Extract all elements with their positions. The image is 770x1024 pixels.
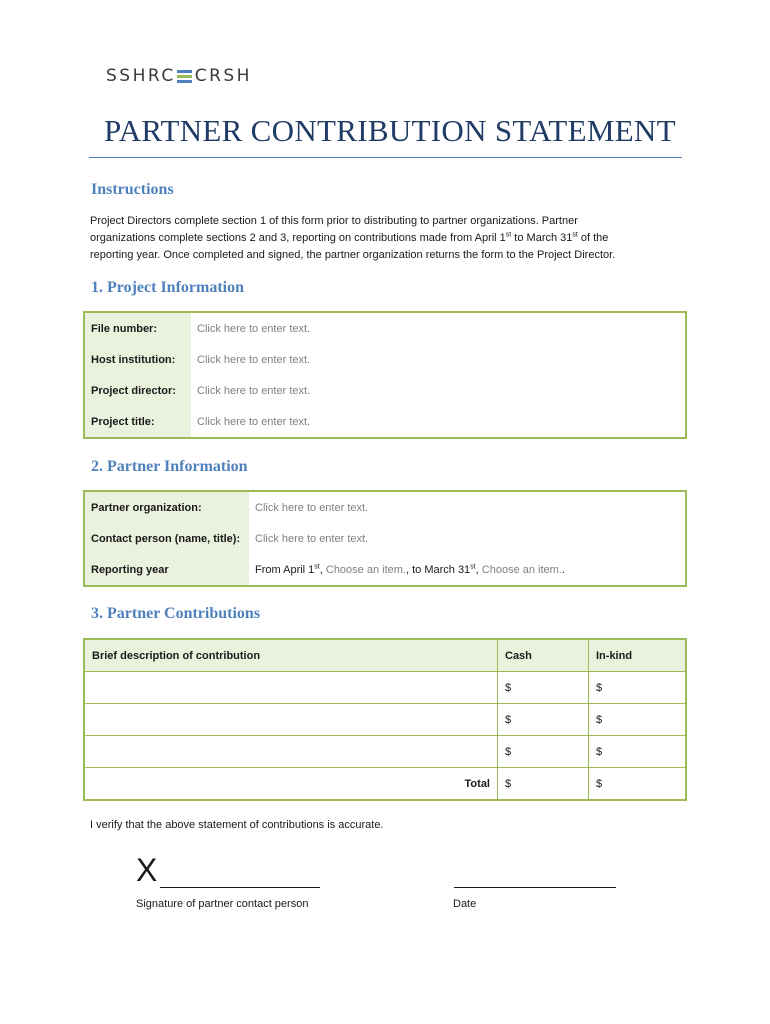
total-inkind-cell[interactable]: $ [589, 768, 687, 801]
total-cash-cell[interactable]: $ [498, 768, 589, 801]
total-row [84, 768, 686, 801]
project-director-field[interactable]: Click here to enter text. [197, 384, 311, 397]
reporting-year-value: From April 1st, Choose an item., to March 31st, Choose an item.. [255, 562, 565, 576]
project-title-field[interactable]: Click here to enter text. [197, 415, 311, 428]
contact-person-field[interactable]: Click here to enter text. [255, 532, 369, 545]
inkind-column-header: In-kind [589, 639, 687, 672]
description-cell[interactable] [84, 704, 498, 736]
table-row [84, 736, 686, 768]
title-rule [89, 157, 682, 158]
contact-person-label: Contact person (name, title): [84, 523, 249, 554]
instructions-text: Project Directors complete section 1 of this form prior to distributing to partner organizations. Partner organizations complete sections 2 and 3, reporting on contributions made from April 1st to March 31st of the reporting year. Once completed and signed, the partner organization returns the form to the Project Director. [90, 215, 616, 261]
table-row [84, 672, 686, 704]
cash-column-header: Cash [498, 639, 589, 672]
description-column-header: Brief description of contribution [84, 639, 498, 672]
inkind-cell[interactable]: $ [589, 736, 687, 768]
description-cell[interactable] [84, 736, 498, 768]
cash-cell[interactable]: $ [498, 672, 589, 704]
table-header-row [84, 639, 686, 672]
section2-heading: 2. Partner Information [91, 458, 248, 475]
file-number-field[interactable]: Click here to enter text. [197, 322, 311, 335]
contributions-table [83, 638, 687, 801]
reporting-year-label: Reporting year [84, 554, 249, 586]
table-row [84, 704, 686, 736]
logo-sshrc: SSHRC [106, 66, 176, 86]
partner-info-table [83, 490, 687, 587]
project-info-table [83, 311, 687, 439]
verification-statement: I verify that the above statement of contributions is accurate. [90, 819, 384, 831]
inkind-cell[interactable]: $ [589, 672, 687, 704]
page-title: PARTNER CONTRIBUTION STATEMENT [104, 113, 676, 148]
table-row [84, 491, 686, 523]
partner-organization-label: Partner organization: [84, 491, 249, 523]
signature-label: Signature of partner contact person [136, 898, 309, 910]
instructions-heading: Instructions [91, 181, 174, 198]
inkind-cell[interactable]: $ [589, 704, 687, 736]
total-label: Total [84, 768, 498, 801]
table-row [84, 375, 686, 406]
logo-bars-icon [177, 70, 192, 83]
host-institution-field[interactable]: Click here to enter text. [197, 353, 311, 366]
section3-heading: 3. Partner Contributions [91, 605, 261, 622]
partner-organization-field[interactable]: Click here to enter text. [255, 501, 369, 514]
reporting-start-dropdown[interactable]: Choose an item. [325, 563, 406, 576]
description-cell[interactable] [84, 672, 498, 704]
section1-heading: 1. Project Information [91, 279, 244, 296]
host-institution-label: Host institution: [84, 344, 191, 375]
table-row [84, 406, 686, 438]
date-line[interactable] [454, 887, 616, 888]
reporting-end-dropdown[interactable]: Choose an item. [481, 563, 562, 576]
cash-cell[interactable]: $ [498, 704, 589, 736]
file-number-label: File number: [84, 312, 191, 344]
signature-x-mark: X [136, 852, 158, 888]
table-row [84, 312, 686, 344]
table-row [84, 523, 686, 554]
sshrc-logo [106, 66, 252, 86]
table-row [84, 554, 686, 586]
project-director-label: Project director: [84, 375, 191, 406]
date-label: Date [453, 898, 477, 910]
logo-crsh: CRSH [194, 66, 252, 86]
table-row [84, 344, 686, 375]
project-title-label: Project title: [84, 406, 191, 438]
signature-line[interactable] [160, 887, 320, 888]
cash-cell[interactable]: $ [498, 736, 589, 768]
